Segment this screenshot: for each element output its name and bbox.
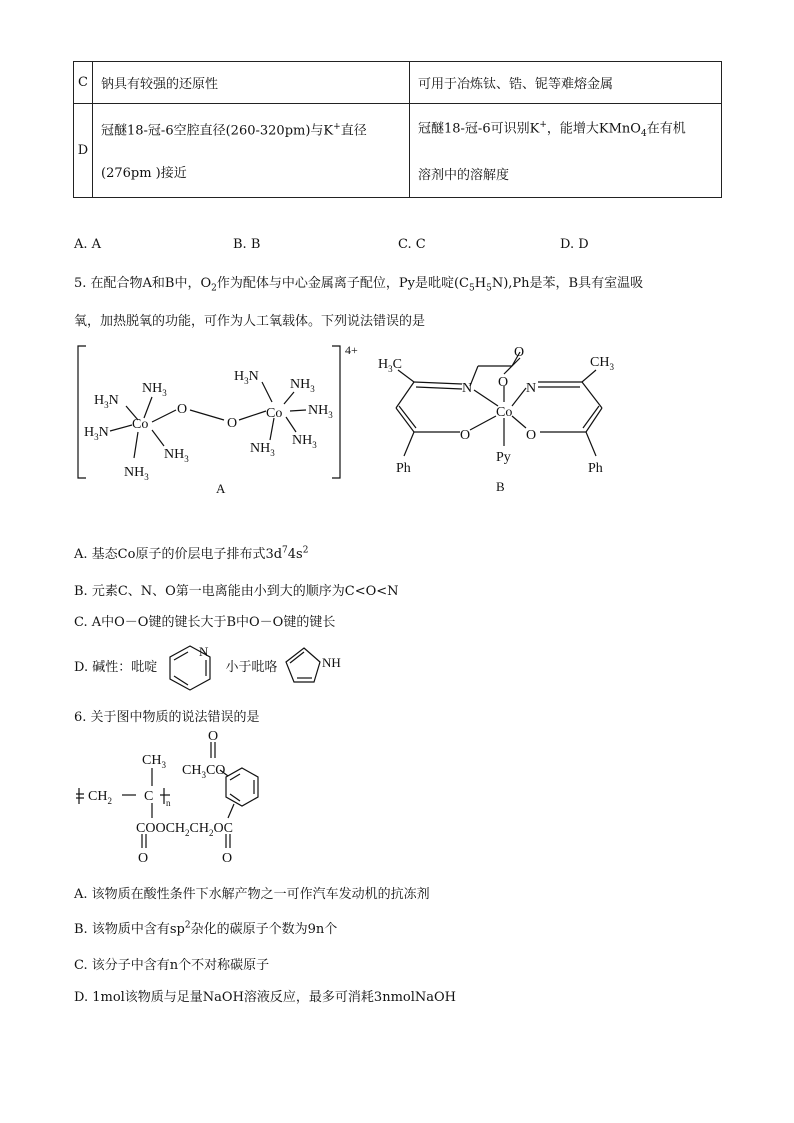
complex-b-figure xyxy=(374,336,644,496)
table-row xyxy=(74,62,722,104)
svg-text:O: O xyxy=(227,416,238,431)
svg-text:NH3: $NH_3$ xyxy=(142,381,167,398)
svg-text:Co: Co xyxy=(266,406,283,421)
svg-text:NH3: $NH_3$ xyxy=(290,377,315,394)
q5-option-c[interactable]: C. A中O－O键的键长大于B中O－O键的键长 xyxy=(74,615,336,630)
svg-text:O: O xyxy=(460,428,471,443)
svg-text:COOCH2CH2OC: $COOCH_2CH_2OC$ xyxy=(136,821,233,838)
svg-text:O: O xyxy=(498,375,509,390)
svg-text:CH3: $CH_3$ xyxy=(590,355,614,372)
table-row xyxy=(74,104,722,198)
svg-text:4+: 4+ xyxy=(345,343,358,357)
q4-option-a[interactable]: A. A xyxy=(74,237,102,252)
svg-text:N: N xyxy=(199,644,209,659)
q6-option-c[interactable]: C. 该分子中含有n个不对称碳原子 xyxy=(74,958,270,973)
q5-stem-line1: 5. 在配合物A和B中，$O_2$作为配体与中心金属离子配位，Py是吡啶$(C_5H_5N),Ph$是苯，B具有室温吸 xyxy=(74,276,644,294)
svg-text:A: A xyxy=(216,481,226,496)
svg-text:NH3: $NH_3$ xyxy=(308,403,333,420)
row-property: 钠具有较强的还原性 xyxy=(93,62,410,104)
q6-stem: 6. 关于图中物质的说法错误的是 xyxy=(74,710,260,725)
svg-text:CH3CO: $CH_3CO$ xyxy=(182,763,226,780)
row-key: C xyxy=(74,62,93,104)
svg-text:N: N xyxy=(526,381,537,396)
options-table xyxy=(73,61,722,198)
svg-text:Ph: Ph xyxy=(396,461,411,476)
polymer-structure-figure xyxy=(74,728,304,878)
svg-text:NH3: $NH_3$ xyxy=(124,465,149,482)
svg-text:CH3: $CH_3$ xyxy=(142,753,166,770)
row-use: 可用于冶炼钛、锆、铌等难熔金属 xyxy=(410,62,722,104)
svg-text:N: N xyxy=(462,381,473,396)
q6-option-a[interactable]: A. 该物质在酸性条件下水解产物之一可作汽车发动机的抗冻剂 xyxy=(74,887,430,902)
row-use: 冠醚18-冠-6可识别K+，能增大KMnO$_4$在有机 溶剂中的溶解度 xyxy=(410,104,722,198)
svg-text:C: C xyxy=(144,789,154,804)
q5-option-b[interactable]: B. 元素C、N、O第一电离能由小到大的顺序为C<O<N xyxy=(74,584,399,599)
svg-text:NH3: $NH_3$ xyxy=(250,441,275,458)
q4-option-c[interactable]: C. C xyxy=(398,237,426,252)
svg-text:H3N: $H_3N$ xyxy=(234,369,259,386)
svg-text:O: O xyxy=(138,851,149,866)
svg-text:Co: Co xyxy=(132,417,149,432)
q6-option-b[interactable]: B. 该物质中含有$sp^2$杂化的碳原子个数为9n个 xyxy=(74,920,338,937)
svg-text:B: B xyxy=(496,479,505,494)
svg-text:NH3: $NH_3$ xyxy=(292,433,317,450)
svg-text:Py: Py xyxy=(496,450,511,465)
svg-text:H3C: $H_3C$ xyxy=(378,357,402,374)
svg-text:CH2: $CH_2$ xyxy=(88,789,112,806)
row-key: D xyxy=(74,104,93,198)
svg-text:Ph: Ph xyxy=(588,461,603,476)
pyridine-structure-icon xyxy=(160,640,220,694)
svg-text:H3N: $H_3N$ xyxy=(94,393,119,410)
q4-option-d[interactable]: D. D xyxy=(560,237,589,252)
q5-option-d[interactable]: D. 碱性：吡啶 小于吡咯 xyxy=(74,660,278,675)
svg-text:H3N: $H_3N$ xyxy=(84,425,109,442)
svg-text:n: n xyxy=(166,798,171,808)
svg-text:Co: Co xyxy=(496,405,513,420)
q6-option-d[interactable]: D. 1mol该物质与足量NaOH溶液反应，最多可消耗3nmolNaOH xyxy=(74,990,457,1005)
q5-stem-line2: 氧，加热脱氧的功能，可作为人工氧载体。下列说法错误的是 xyxy=(74,314,426,329)
complex-a-figure xyxy=(74,340,374,500)
svg-text:O: O xyxy=(177,402,188,417)
svg-text:NH: NH xyxy=(322,655,341,670)
svg-text:O: O xyxy=(514,345,525,360)
svg-text:O: O xyxy=(526,428,537,443)
svg-text:O: O xyxy=(208,729,219,744)
svg-text:NH3: $NH_3$ xyxy=(164,447,189,464)
row-property: 冠醚18-冠-6空腔直径(260-320pm)与K+直径 (276pm )接近 xyxy=(93,104,410,198)
svg-text:O: O xyxy=(222,851,233,866)
q5-option-a[interactable]: A. 基态Co原子的价层电子排布式$3d^74s^2$ xyxy=(74,545,309,562)
pyrrole-structure-icon xyxy=(282,640,346,688)
q4-option-b[interactable]: B. B xyxy=(233,237,261,252)
